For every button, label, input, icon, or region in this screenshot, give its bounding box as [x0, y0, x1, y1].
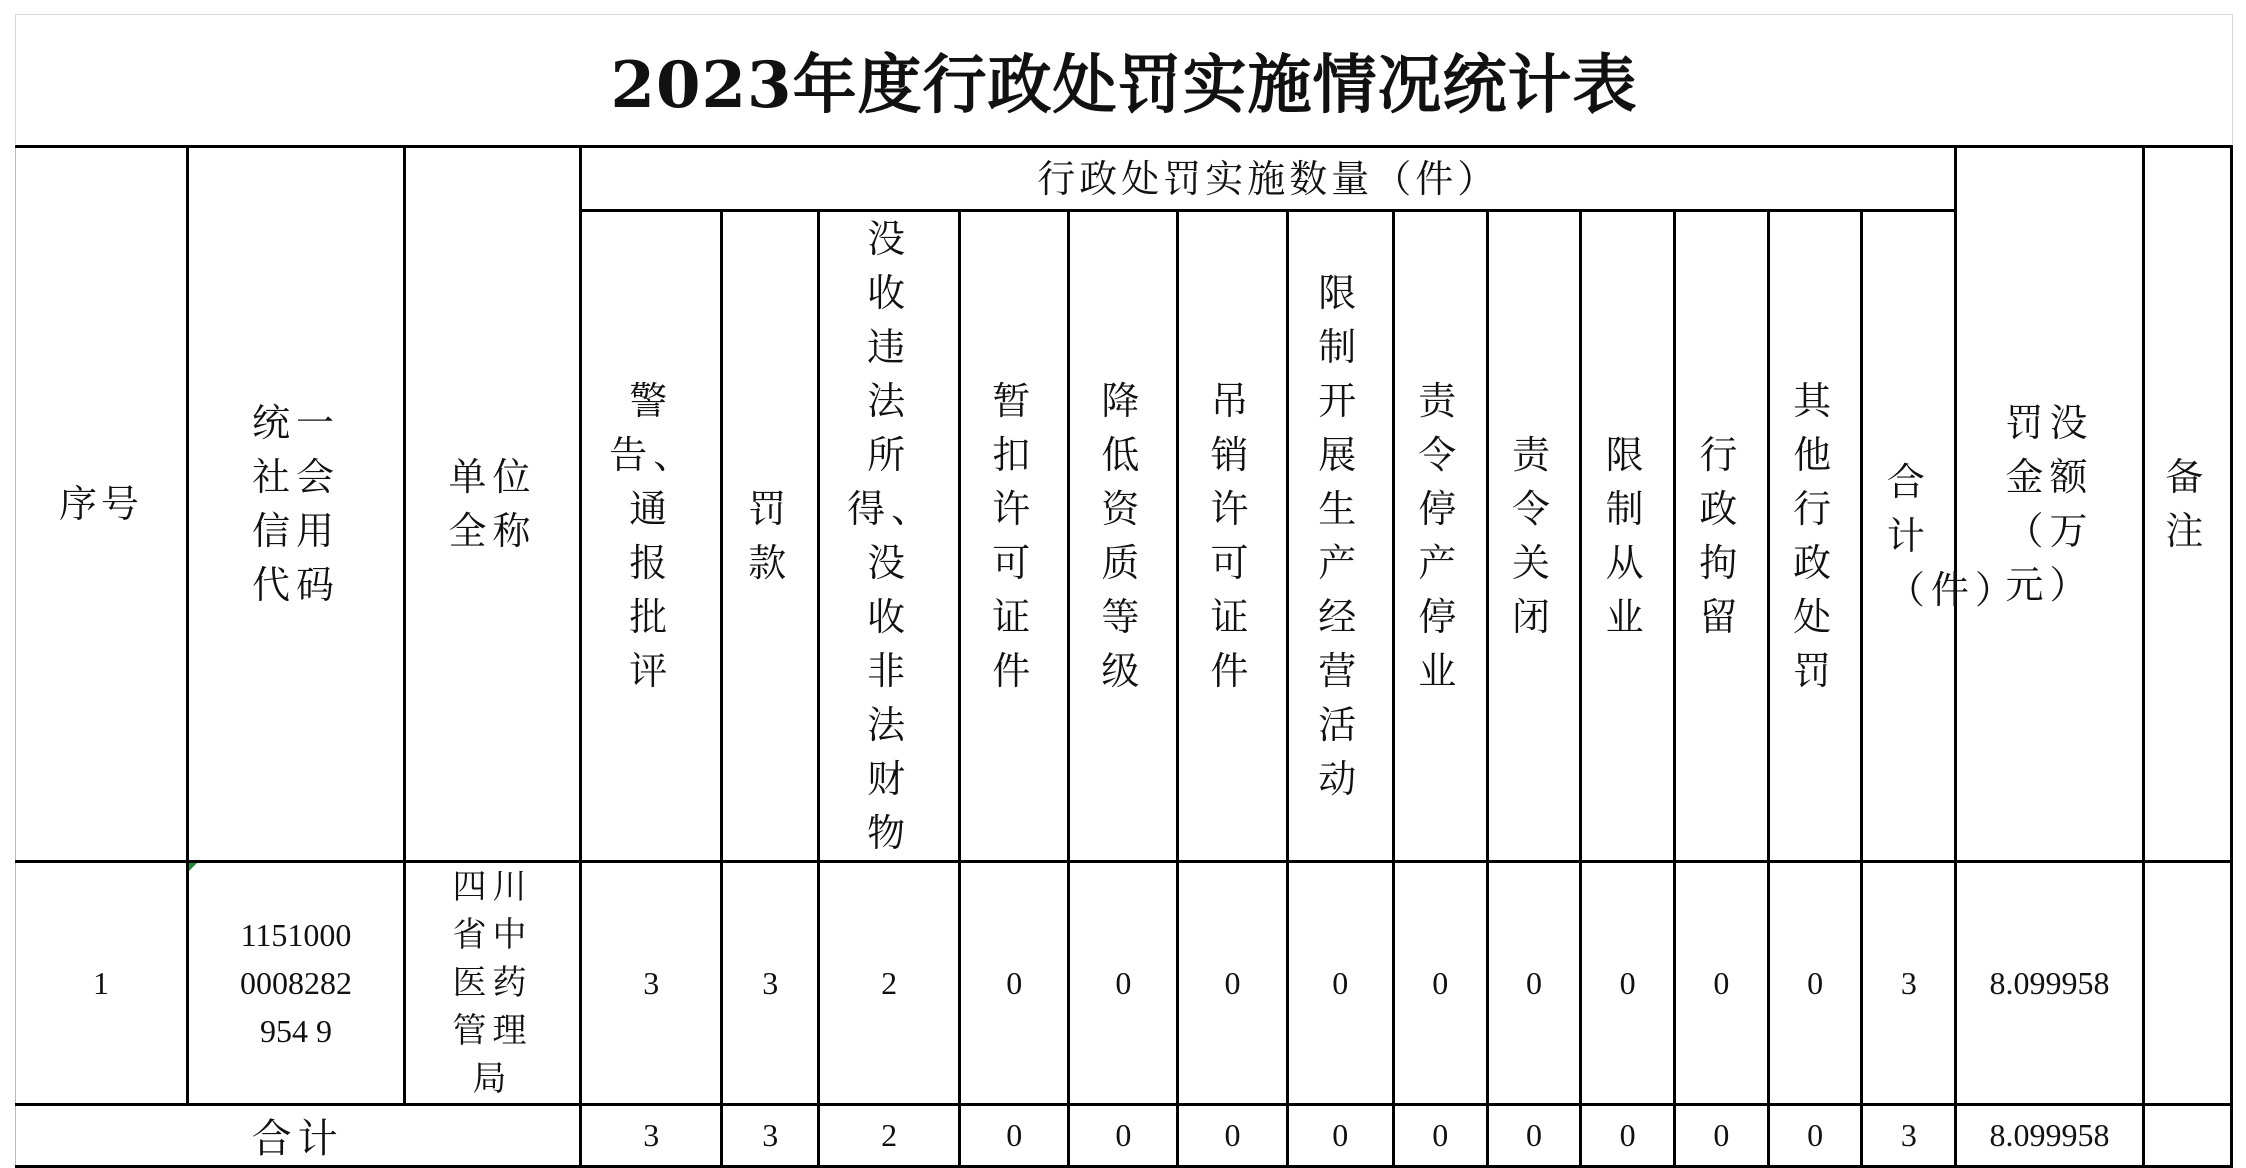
total-count-cell: 2	[818, 1105, 959, 1167]
total-count-cell: 0	[1487, 1105, 1581, 1167]
header-col-order-closure: 责令关闭	[1487, 211, 1581, 862]
row-count-cell: 3	[722, 862, 819, 1105]
row-count-cell: 2	[818, 862, 959, 1105]
total-count-cell: 0	[1675, 1105, 1769, 1167]
total-count-cell: 0	[1069, 1105, 1178, 1167]
total-row	[16, 1105, 2232, 1167]
header-col-count-total: 合计（件）	[1862, 211, 1956, 862]
total-label: 合计	[16, 1105, 581, 1167]
header-col-warning: 警告、通报批评	[581, 211, 722, 862]
sheet-title: 2023年度行政处罚实施情况统计表	[610, 47, 1638, 123]
header-col-restrict-operation: 限制开展生产经营活动	[1287, 211, 1393, 862]
total-count-cell: 3	[581, 1105, 722, 1167]
title-area	[15, 14, 2233, 144]
statistics-sheet	[15, 14, 2233, 1162]
row-count-cell: 0	[1487, 862, 1581, 1105]
row-count-cell: 0	[1178, 862, 1287, 1105]
header-unit-name: 单位全称	[404, 147, 580, 862]
total-count-cell: 0	[1581, 1105, 1675, 1167]
header-col-lower-qualification: 降低资质等级	[1069, 211, 1178, 862]
row-unit-name: 四川省中医药管理局	[404, 862, 580, 1105]
row-count-cell: 0	[1675, 862, 1769, 1105]
header-col-other-penalty: 其他行政处罚	[1768, 211, 1862, 862]
total-count-cell: 3	[722, 1105, 819, 1167]
total-fine-amount: 8.099958	[1956, 1105, 2143, 1167]
header-col-detention: 行政拘留	[1675, 211, 1769, 862]
header-col-revoke-license: 吊销许可证件	[1178, 211, 1287, 862]
total-count-cell: 0	[1768, 1105, 1862, 1167]
row-credit-code: 11510000008282954 9	[188, 862, 405, 1105]
header-fine-amount: 罚没金额（万元）	[1956, 147, 2143, 862]
row-count-cell: 3	[581, 862, 722, 1105]
header-seq: 序号	[16, 147, 188, 862]
row-count-cell: 0	[1287, 862, 1393, 1105]
total-count-sum: 3	[1862, 1105, 1956, 1167]
row-remarks	[2143, 862, 2231, 1105]
header-remarks: 备注	[2143, 147, 2231, 862]
row-count-cell: 0	[1581, 862, 1675, 1105]
header-col-fine: 罚款	[722, 211, 819, 862]
row-seq: 1	[16, 862, 188, 1105]
header-credit-code: 统一社会信用代码	[188, 147, 405, 862]
total-remarks	[2143, 1105, 2231, 1167]
total-count-cell: 0	[1287, 1105, 1393, 1167]
header-penalty-group: 行政处罚实施数量（件）	[581, 147, 1956, 211]
row-count-cell: 0	[1393, 862, 1487, 1105]
statistics-table	[15, 145, 2233, 1168]
row-count-cell: 0	[960, 862, 1069, 1105]
row-count-total: 3	[1862, 862, 1956, 1105]
total-count-cell: 0	[960, 1105, 1069, 1167]
total-count-cell: 0	[1178, 1105, 1287, 1167]
cell-indicator-icon	[189, 863, 197, 871]
header-col-suspend-license: 暂扣许可证件	[960, 211, 1069, 862]
header-col-suspend-production: 责令停产停业	[1393, 211, 1487, 862]
total-count-cell: 0	[1393, 1105, 1487, 1167]
header-col-confiscation: 没收违法所得、没收非法财物	[818, 211, 959, 862]
row-count-cell: 0	[1069, 862, 1178, 1105]
table-row	[16, 862, 2232, 1105]
row-fine-amount: 8.099958	[1956, 862, 2143, 1105]
header-col-restrict-practice: 限制从业	[1581, 211, 1675, 862]
row-count-cell: 0	[1768, 862, 1862, 1105]
